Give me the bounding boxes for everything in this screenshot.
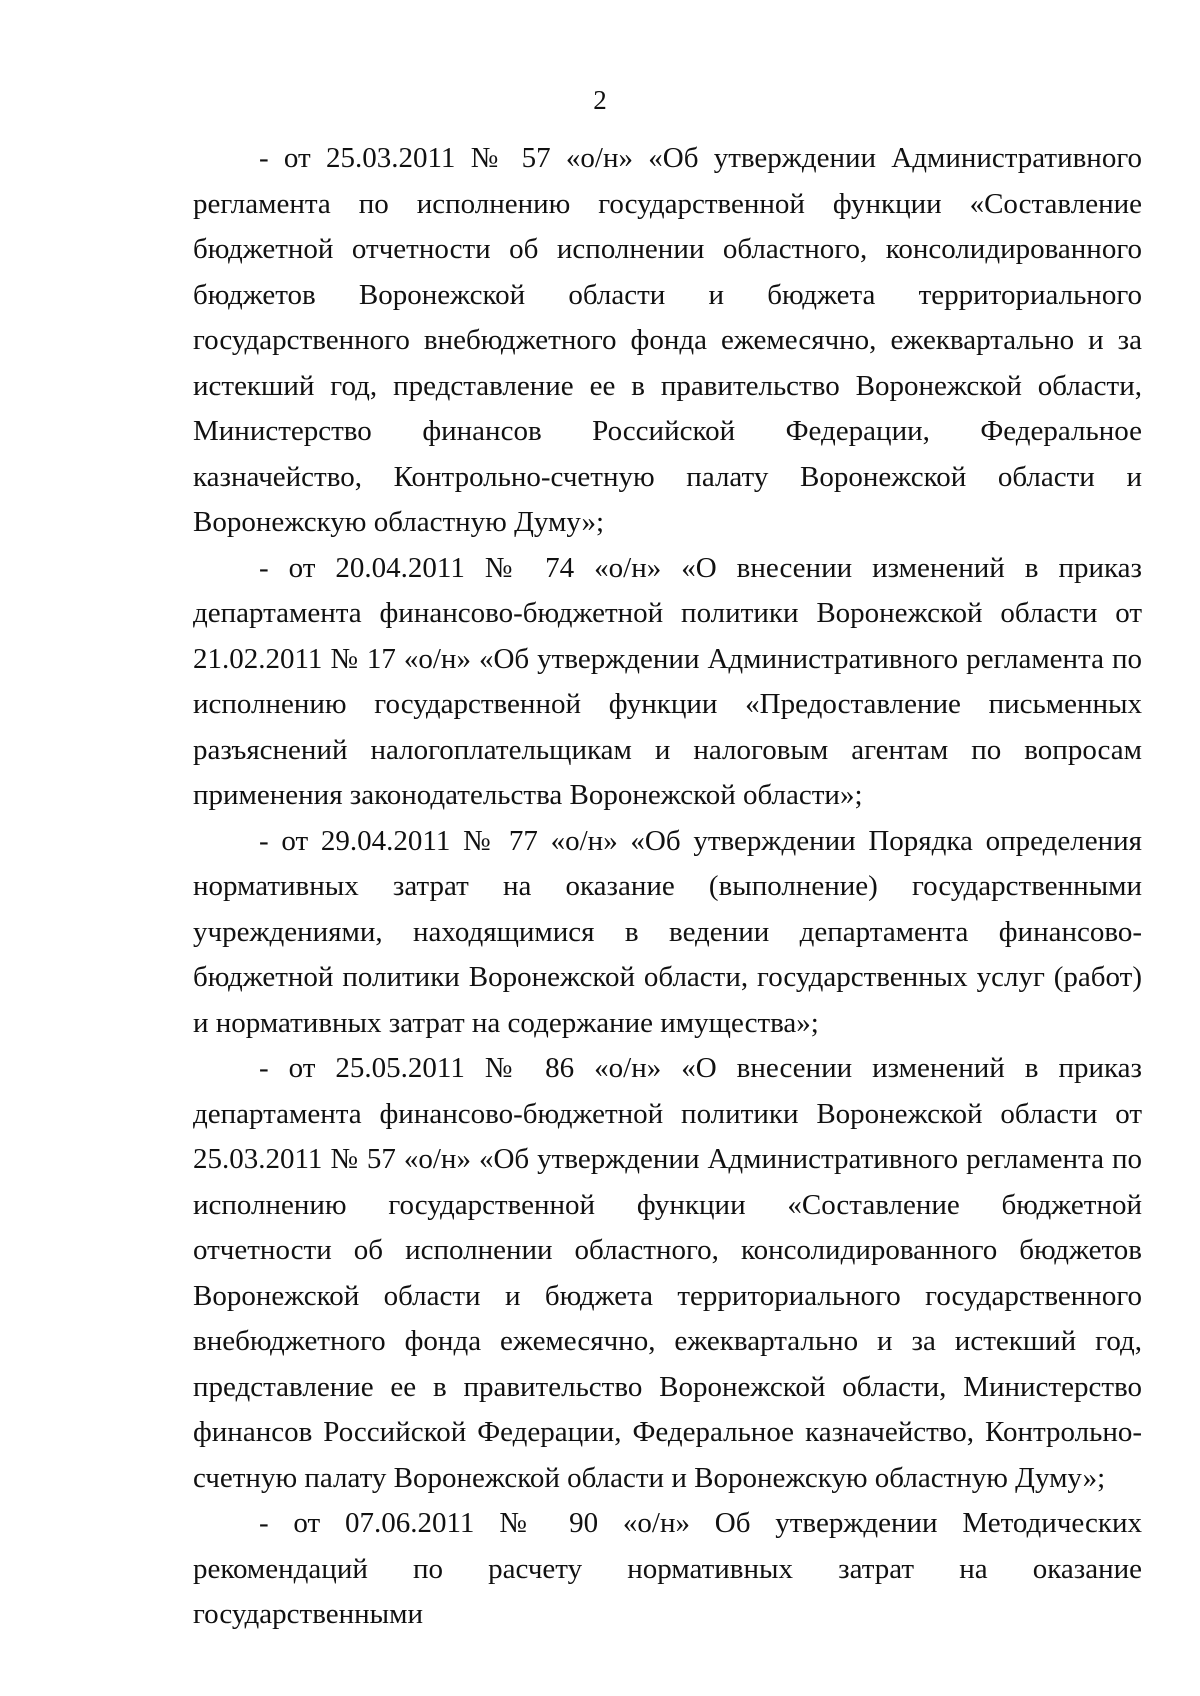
paragraph-order-90: - от 07.06.2011 № 90 «о/н» Об утверждении Методических рекомендаций по расчету нормативных затрат на оказание государственными xyxy=(193,1507,1142,1630)
document-body xyxy=(193,136,1142,1638)
page-number: 2 xyxy=(593,85,607,115)
paragraph-order-77: - от 29.04.2011 № 77 «о/н» «Об утверждении Порядка определения нормативных затрат на оказание (выполнение) государственными учреждениями, находящимися в ведении департамента финансово-бюджетной политики Воронежской области, государственных услуг (работ) и нормативных затрат на содержание имущества»; xyxy=(193,824,1142,1039)
paragraph-order-57: - от 25.03.2011 № 57 «о/н» «Об утверждении Административного регламента по исполнению государственной функции «Составление бюджетной отчетности об исполнении областного, консолидированного бюджетов Воронежской области и бюджета территориального государственного внебюджетного фонда ежемесячно, ежеквартально и за истекший год, представление ее в правительство Воронежской области, Министерство финансов Российской Федерации, Федеральное казначейство, Контрольно-счетную палату Воронежской области и Воронежскую областную Думу»; xyxy=(193,142,1142,538)
paragraph-order-74: - от 20.04.2011 № 74 «о/н» «О внесении изменений в приказ департамента финансово-бюджетной политики Воронежской области от 21.02.2011 № 17 «о/н» «Об утверждении Административного регламента по исполнению государственной функции «Предоставление письменных разъяснений налогоплательщикам и налоговым агентам по вопросам применения законодательства Воронежской области»; xyxy=(193,551,1142,811)
paragraph-order-86: - от 25.05.2011 № 86 «о/н» «О внесении изменений в приказ департамента финансово-бюджетной политики Воронежской области от 25.03.2011 № 57 «о/н» «Об утверждении Административного регламента по исполнению государственной функции «Составление бюджетной отчетности об исполнении областного, консолидированного бюджетов Воронежской области и бюджета территориального государственного внебюджетного фонда ежемесячно, ежеквартально и за истекший год, представление ее в правительство Воронежской области, Министерство финансов Российской Федерации, Федеральное казначейство, Контрольно-счетную палату Воронежской области и Воронежскую областную Думу»; xyxy=(193,1052,1142,1494)
